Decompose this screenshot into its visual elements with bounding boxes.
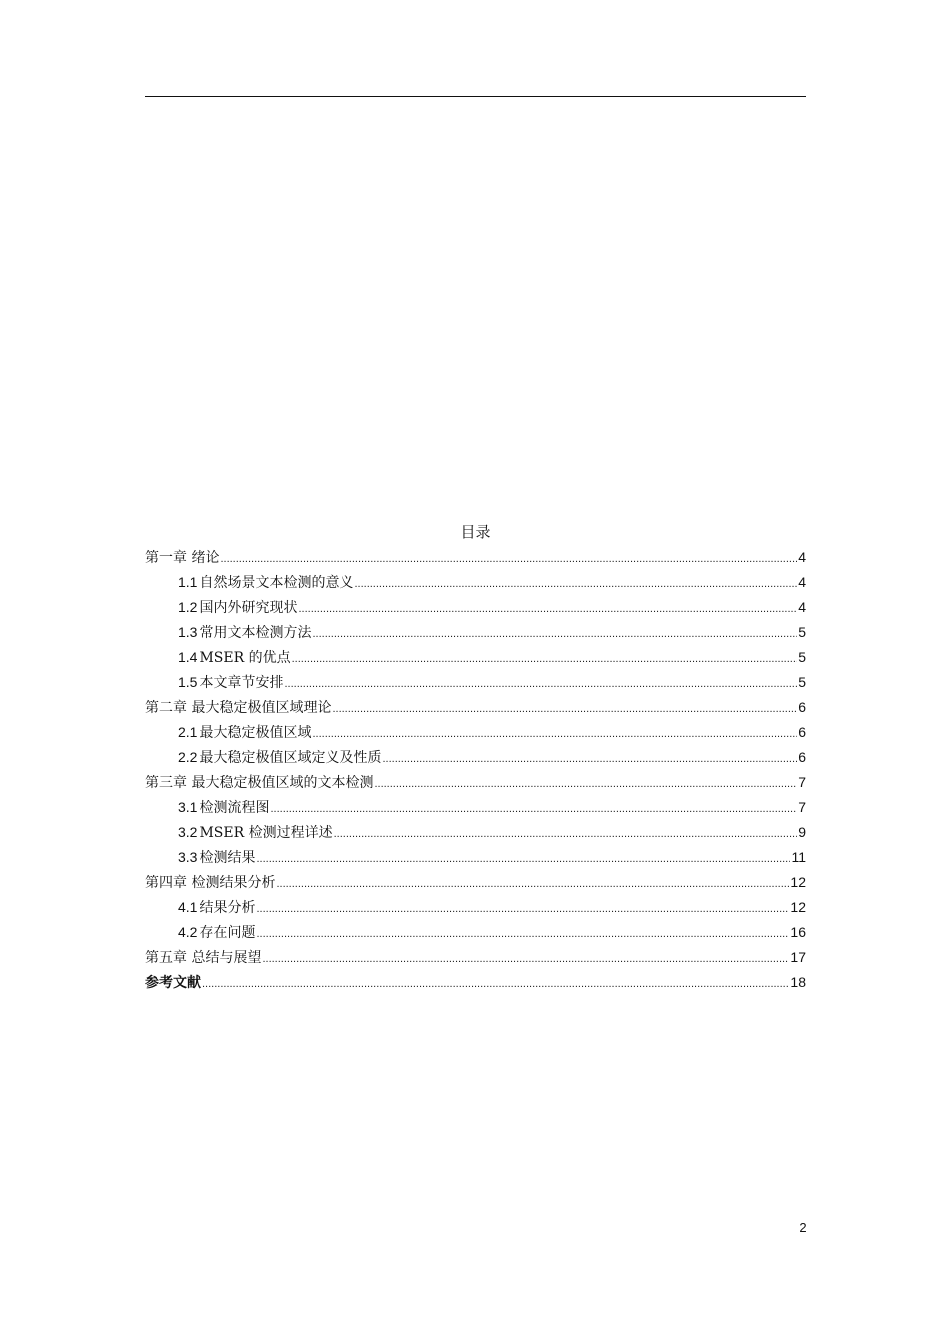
toc-entry[interactable]	[145, 970, 806, 995]
toc-entry-title: 第三章 最大稳定极值区域的文本检测	[145, 775, 374, 791]
toc-entry-page: 12	[790, 874, 806, 890]
toc-dot-leader	[332, 697, 797, 722]
toc-entry-label	[145, 871, 275, 896]
toc-entry[interactable]	[145, 820, 806, 845]
toc-dot-leader	[256, 897, 789, 922]
toc-entry-page: 12	[790, 899, 806, 915]
toc-dot-leader	[256, 922, 789, 947]
toc-dot-leader	[276, 872, 789, 897]
header-rule	[145, 96, 806, 97]
toc-entry-page: 9	[798, 824, 806, 840]
toc-entry-number: 4.2	[178, 924, 198, 940]
toc-entry-page: 4	[798, 549, 806, 565]
toc-dot-leader	[374, 772, 797, 797]
toc-entry-label	[145, 546, 219, 571]
toc-entry-label	[178, 720, 311, 746]
toc-dot-leader	[202, 972, 789, 997]
toc-entry[interactable]	[145, 920, 806, 945]
toc-dot-leader	[382, 747, 797, 772]
toc-list	[145, 545, 806, 995]
toc-entry-title: 最大稳定极值区域	[199, 725, 312, 741]
toc-entry[interactable]	[145, 720, 806, 745]
toc-dot-leader	[312, 722, 797, 747]
toc-entry[interactable]	[145, 645, 806, 670]
toc-entry-title: 最大稳定极值区域定义及性质	[199, 750, 382, 766]
toc-entry-label	[178, 620, 311, 646]
toc-entry-page: 16	[790, 924, 806, 940]
toc-entry-page: 7	[798, 799, 806, 815]
toc-dot-leader	[292, 647, 798, 672]
toc-entry-number: 1.5	[178, 674, 198, 690]
toc-dot-leader	[220, 547, 797, 572]
toc-entry-title: 国内外研究现状	[199, 600, 298, 616]
toc-entry-page: 5	[798, 624, 806, 640]
toc-entry[interactable]	[145, 845, 806, 870]
toc-entry-label	[178, 745, 381, 771]
toc-entry[interactable]	[145, 945, 806, 970]
toc-entry-label	[178, 570, 353, 596]
toc-dot-leader	[354, 572, 797, 597]
toc-entry-label	[145, 946, 261, 971]
toc-title: 目录	[460, 523, 491, 541]
toc-entry-page: 4	[798, 574, 806, 590]
toc-entry-label	[178, 845, 255, 871]
toc-entry-number: 2.2	[178, 749, 198, 765]
toc-entry-title: 常用文本检测方法	[199, 625, 312, 641]
toc-entry-label	[178, 820, 333, 846]
toc-entry-title: 检测流程图	[199, 800, 270, 816]
toc-entry-label	[145, 696, 331, 721]
toc-entry-label	[178, 795, 269, 821]
toc-entry[interactable]	[145, 895, 806, 920]
toc-entry[interactable]	[145, 695, 806, 720]
table-of-contents	[145, 521, 806, 995]
toc-dot-leader	[256, 847, 790, 872]
toc-entry-number: 1.3	[178, 624, 198, 640]
toc-entry[interactable]	[145, 570, 806, 595]
toc-entry-label	[178, 595, 297, 621]
toc-entry-number: 1.1	[178, 574, 198, 590]
toc-entry-title: 第一章 绪论	[145, 550, 220, 566]
toc-entry[interactable]	[145, 870, 806, 895]
toc-entry-title: MSER 的优点	[199, 650, 291, 666]
toc-dot-leader	[334, 822, 798, 847]
toc-entry-title: 检测结果	[199, 850, 256, 866]
toc-entry[interactable]	[145, 670, 806, 695]
toc-entry[interactable]	[145, 770, 806, 795]
toc-entry[interactable]	[145, 595, 806, 620]
toc-entry[interactable]	[145, 545, 806, 570]
page-number: 2	[799, 1220, 807, 1235]
toc-entry-label	[178, 895, 255, 921]
toc-dot-leader	[312, 622, 797, 647]
toc-entry-label	[178, 670, 283, 696]
toc-entry-number: 1.2	[178, 599, 198, 615]
toc-entry-number: 4.1	[178, 899, 198, 915]
toc-entry-title: 自然场景文本检测的意义	[199, 575, 354, 591]
toc-dot-leader	[298, 597, 797, 622]
toc-entry-label	[178, 920, 255, 946]
toc-entry-title: 存在问题	[199, 925, 256, 941]
toc-entry-number: 3.3	[178, 849, 198, 865]
toc-entry-page: 17	[790, 949, 806, 965]
toc-entry-label	[145, 971, 201, 996]
toc-entry-title: 结果分析	[199, 900, 256, 916]
toc-entry[interactable]	[145, 620, 806, 645]
toc-entry-title: 第五章 总结与展望	[145, 950, 262, 966]
toc-entry-title: 第四章 检测结果分析	[145, 875, 276, 891]
toc-entry-page: 7	[798, 774, 806, 790]
toc-entry-number: 3.1	[178, 799, 198, 815]
toc-entry-page: 5	[798, 674, 806, 690]
toc-entry-label	[178, 645, 291, 671]
toc-entry-title: 参考文献	[145, 975, 201, 991]
toc-entry-page: 11	[791, 849, 806, 865]
toc-entry-number: 2.1	[178, 724, 198, 740]
toc-entry-page: 6	[798, 749, 806, 765]
toc-entry-title: 第二章 最大稳定极值区域理论	[145, 700, 332, 716]
toc-entry-title: MSER 检测过程详述	[199, 825, 333, 841]
toc-dot-leader	[284, 672, 797, 697]
toc-entry-page: 6	[798, 699, 806, 715]
toc-entry[interactable]	[145, 795, 806, 820]
toc-dot-leader	[262, 947, 789, 972]
toc-entry-page: 5	[798, 649, 806, 665]
toc-entry-number: 1.4	[178, 649, 198, 665]
toc-entry-page: 4	[798, 599, 806, 615]
toc-entry-page: 18	[790, 974, 806, 990]
toc-entry-number: 3.2	[178, 824, 198, 840]
toc-entry-page: 6	[798, 724, 806, 740]
toc-dot-leader	[270, 797, 797, 822]
toc-entry[interactable]	[145, 745, 806, 770]
toc-entry-title: 本文章节安排	[199, 675, 284, 691]
toc-entry-label	[145, 771, 373, 796]
